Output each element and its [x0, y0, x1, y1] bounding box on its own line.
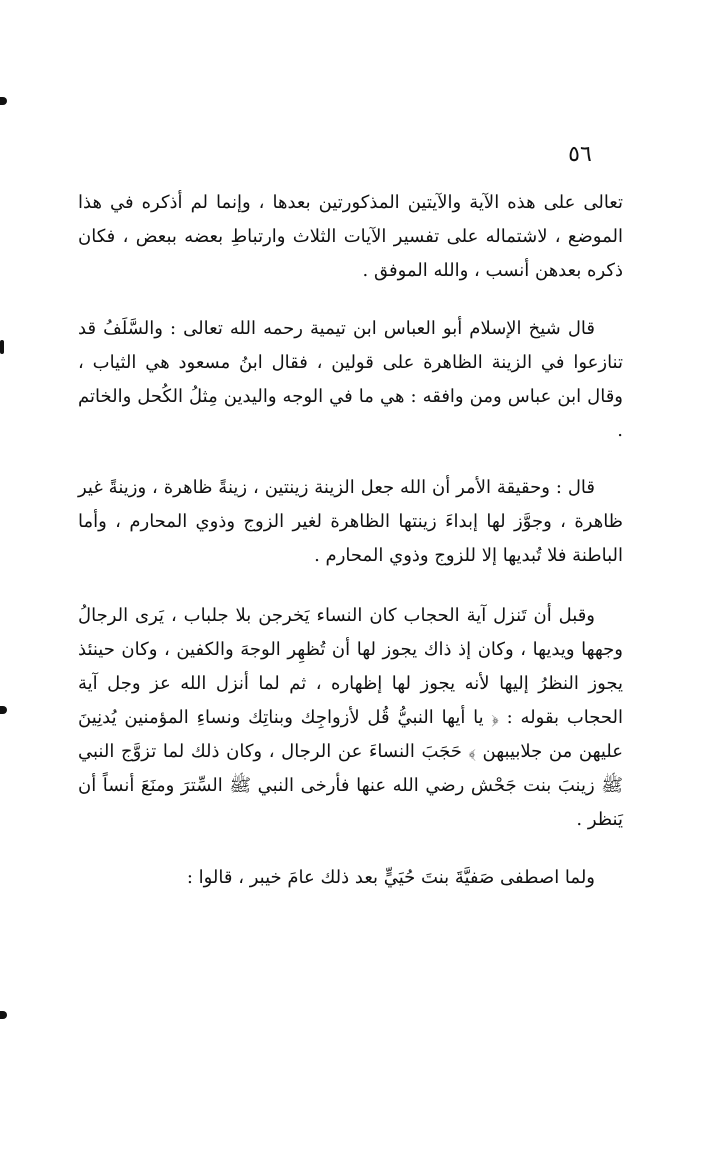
paragraph-ibn-taymiyyah-quote: قال شيخ الإسلام أبو العباس ابن تيمية رحمه الله تعالى : والسَّلَفُ قد تنازعوا في الزينة الظاهرة على قولين ، فقال ابنُ مسعود هي الثياب ، وقال ابن عباس ومن وافقه : هي ما في الوجه واليدين مِثلُ الكُحل والخاتم .	[78, 318, 623, 441]
page-edge-mark	[0, 97, 7, 105]
page-edge-mark	[0, 340, 4, 354]
paragraph-hijab-verse: وقبل أن تَنزل آية الحجاب كان النساء يَخرجن بلا جلباب ، يَرى الرجالُ وجهها ويديها ، وكان إذ ذاك يجوز لها أن تُظهِر الوجهَ والكفين ، وكان حينئذ يجوز النظرُ إليها لأنه يجوز لها إظهاره ، ثم لما أنزل الله عز وجل آية الحجاب بقوله : ﴿ يا أيها النبيُّ قُل لأزواجِك وبناتِك ونساءِ المؤمنين يُدنِينَ عليهن من جلابيبهن ﴾ حَجَبَ النساءَ عن الرجال ، وكان ذلك لما تزوَّج النبي ﷺ زينبَ بنت جَحْش رضي الله عنها فأرخى النبي ﷺ السِّترَ ومنَعَ أنساً أن يَنظر .	[78, 605, 623, 830]
page-number: ٥٦	[568, 142, 592, 167]
paragraph-continuation: تعالى على هذه الآية والآيتين المذكورتين بعدها ، وإنما لم أذكره في هذا الموضع ، لاشتماله على تفسير الآيات الثلاث وارتباطِ بعضه ببعض ، فكان ذكره بعدهن أنسب ، والله الموفق .	[78, 192, 623, 281]
paragraph-safiyyah: ولما اصطفى صَفيَّةَ بنتَ حُيَيٍّ بعد ذلك عامَ خيبر ، قالوا :	[186, 867, 595, 888]
page-edge-mark	[0, 1011, 7, 1019]
page-edge-mark	[0, 706, 7, 714]
paragraph-two-adornments: قال : وحقيقة الأمر أن الله جعل الزينة زينتين ، زينةً ظاهرة ، وزينةً غير ظاهرة ، وجوَّز لها إبداءَ زينتها الظاهرة لغير الزوج وذوي المحارم ، وأما الباطنة فلا تُبديها إلا للزوج وذوي المحارم .	[78, 477, 623, 566]
document-body	[78, 186, 623, 895]
